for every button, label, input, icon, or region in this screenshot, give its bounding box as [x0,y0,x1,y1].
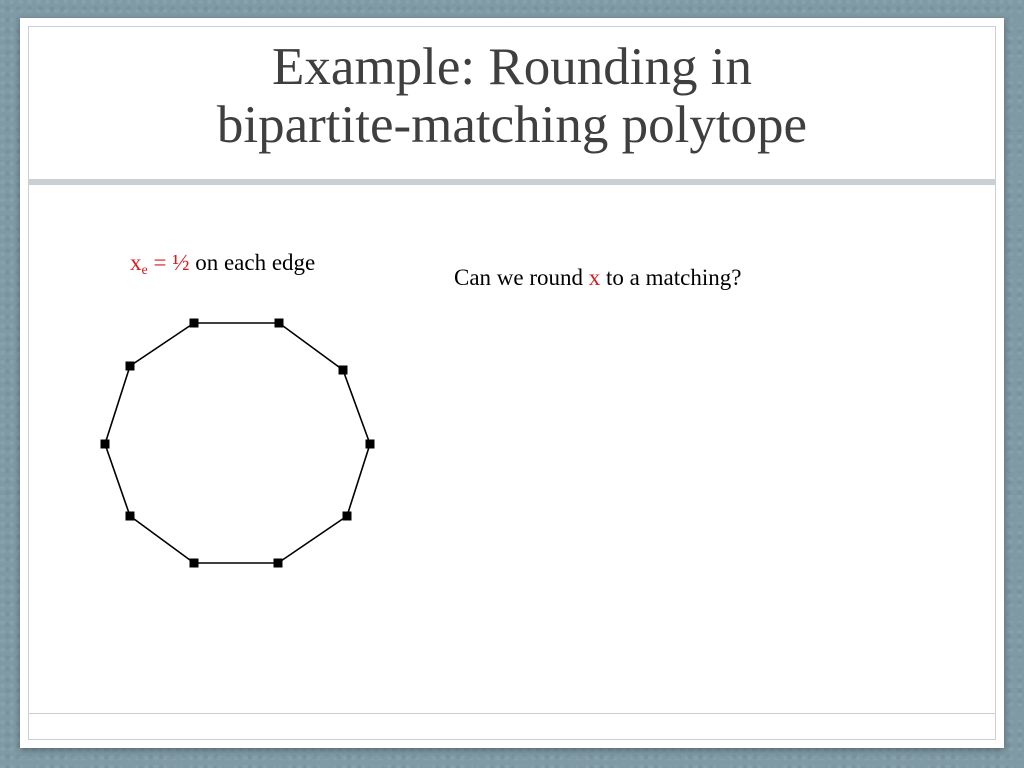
graph-vertex-4 [366,440,375,449]
graph-vertex-6 [274,559,283,568]
graph-vertex-8 [126,512,135,521]
question-text: Can we round x to a matching? [454,265,742,290]
graph-vertex-7 [190,559,199,568]
slide [20,18,1004,748]
graph-vertex-1 [190,319,199,328]
question-variable: x [588,265,601,290]
edge-variable: $x_e$ = ½ [130,250,190,278]
graph-vertex-9 [101,440,110,449]
edge-value: = ½ [153,250,190,275]
edge-label-text: on each edge [189,250,316,275]
edge-subscript: e [141,263,148,278]
cycle-edges [105,323,370,563]
title-line-1: Example: Rounding in [272,38,752,96]
graph-vertex-5 [343,512,352,521]
graph-vertex-10 [126,362,135,371]
footer-divider [28,713,996,714]
graph-vertex-2 [275,319,284,328]
cycle-graph-diagram [20,18,1004,748]
graph-vertex-3 [339,366,348,375]
title-line-2: bipartite-matching polytope [216,96,808,154]
